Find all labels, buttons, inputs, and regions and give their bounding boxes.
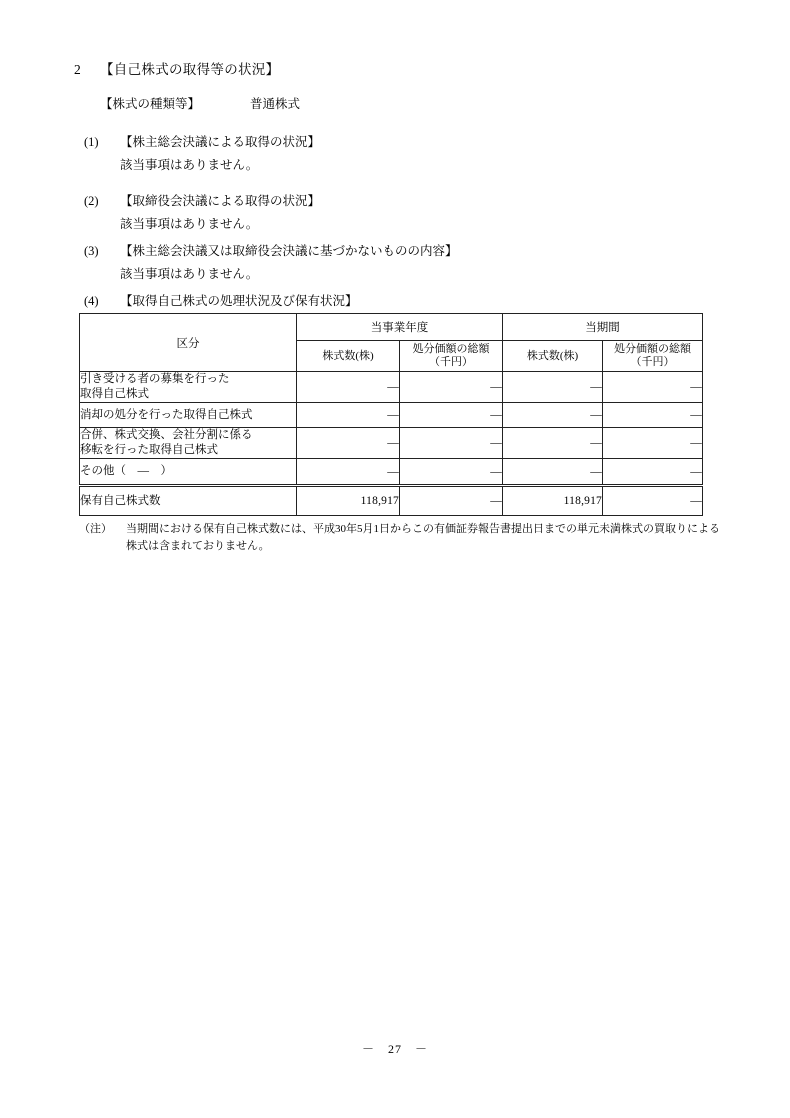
section-title: 【自己株式の取得等の状況】 [100, 62, 280, 77]
row-label-merger-transfer-line1: 合併、株式交換、会社分割に係る [80, 429, 253, 442]
header-cp-amount-line2: （千円） [630, 356, 675, 368]
header-cp-shares: 株式数(株) [503, 341, 603, 372]
row-label-subscription [80, 372, 297, 403]
cell-r3-cy-amount: ― [400, 459, 503, 486]
header-cy-amount [400, 341, 503, 372]
item-1-number: (1) [84, 135, 99, 149]
share-kind-value: 普通株式 [250, 97, 301, 111]
row-label-other: その他（ ― ） [80, 459, 297, 486]
cell-r0-cy-shares: ― [297, 372, 400, 403]
cell-r3-cy-shares: ― [297, 459, 400, 486]
header-group-current-period: 当期間 [503, 314, 703, 341]
treasury-shares-table [79, 313, 703, 516]
row-label-merger-transfer-line2: 移転を行った取得自己株式 [80, 444, 218, 456]
item-3-number: (3) [84, 244, 99, 258]
item-1 [84, 132, 320, 173]
cell-r1-cp-shares: ― [503, 403, 603, 428]
footnote-text: 当期間における保有自己株式数には、平成30年5月1日からこの有価証券報告書提出日までの単元未満株式の買取りによる株式は含まれておりません。 [126, 523, 720, 553]
row-label-cancellation: 消却の処分を行った取得自己株式 [80, 403, 297, 428]
cell-total-cy-amount: ― [400, 486, 503, 516]
page-number: － 27 － [361, 1042, 428, 1056]
cell-r2-cp-amount: ― [603, 428, 703, 459]
item-2-body: 該当事項はありません。 [120, 217, 259, 231]
row-label-subscription-line2: 取得自己株式 [80, 388, 149, 400]
header-cy-amount-line1: 処分価額の総額 [412, 343, 490, 356]
item-3-body: 該当事項はありません。 [120, 267, 259, 281]
share-kind-label: 【株式の種類等】 [100, 97, 201, 111]
item-2-number: (2) [84, 194, 99, 208]
table-row [80, 403, 703, 428]
table-row [80, 428, 703, 459]
item-4-number: (4) [84, 294, 99, 308]
table-row [80, 372, 703, 403]
cell-r0-cp-amount: ― [603, 372, 703, 403]
cell-r0-cy-amount: ― [400, 372, 503, 403]
item-1-body: 該当事項はありません。 [120, 158, 259, 172]
cell-r1-cy-amount: ― [400, 403, 503, 428]
row-label-merger-transfer [80, 428, 297, 459]
cell-r3-cp-amount: ― [603, 459, 703, 486]
item-1-title: 【株主総会決議による取得の状況】 [120, 135, 321, 149]
cell-r1-cy-shares: ― [297, 403, 400, 428]
header-kubun: 区分 [80, 314, 297, 372]
row-label-holding: 保有自己株式数 [80, 486, 297, 516]
item-4 [84, 291, 358, 309]
row-label-subscription-line1: 引き受ける者の募集を行った [80, 373, 230, 386]
cell-total-cp-shares: 118,917 [503, 486, 603, 516]
item-2-title: 【取締役会決議による取得の状況】 [120, 194, 321, 208]
section-heading [74, 58, 279, 78]
item-3-title: 【株主総会決議又は取締役会決議に基づかないものの内容】 [120, 244, 458, 258]
item-3 [84, 241, 458, 282]
cell-r0-cp-shares: ― [503, 372, 603, 403]
treasury-shares-table-wrap [79, 313, 702, 516]
cell-total-cy-shares: 118,917 [297, 486, 400, 516]
section-number: 2 [74, 62, 82, 77]
cell-total-cp-amount: ― [603, 486, 703, 516]
share-kind-row [100, 94, 300, 112]
cell-r1-cp-amount: ― [603, 403, 703, 428]
footnote-tag: （注） [79, 523, 112, 535]
table-row-total [80, 486, 703, 516]
header-cy-shares: 株式数(株) [297, 341, 400, 372]
cell-r2-cp-shares: ― [503, 428, 603, 459]
item-2 [84, 191, 320, 232]
header-cp-amount [603, 341, 703, 372]
cell-r2-cy-amount: ― [400, 428, 503, 459]
header-cp-amount-line1: 処分価額の総額 [614, 343, 691, 356]
header-group-current-fiscal-year: 当事業年度 [297, 314, 503, 341]
cell-r3-cp-shares: ― [503, 459, 603, 486]
header-cy-amount-line2: （千円） [429, 356, 473, 368]
item-4-title: 【取得自己株式の処理状況及び保有状況】 [120, 294, 358, 308]
table-row [80, 459, 703, 486]
cell-r2-cy-shares: ― [297, 428, 400, 459]
table-footnote [79, 521, 729, 555]
